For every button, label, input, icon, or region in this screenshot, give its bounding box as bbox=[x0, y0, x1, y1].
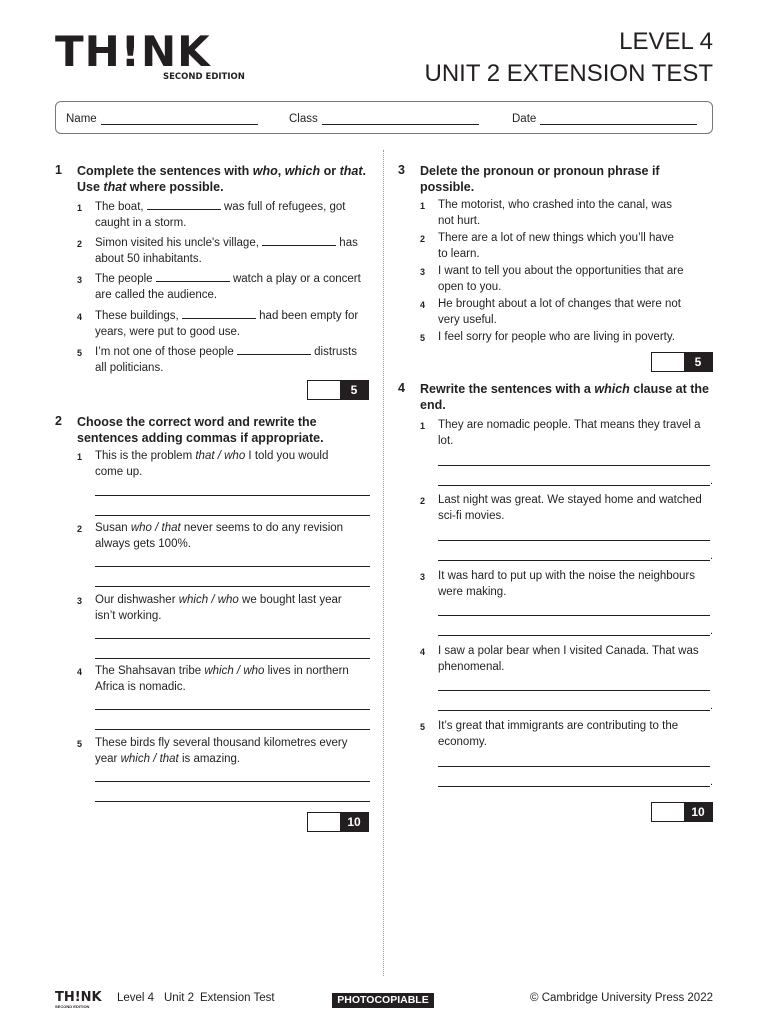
answer-line[interactable] bbox=[438, 615, 710, 616]
score-total: 5 bbox=[684, 353, 712, 371]
footer-logo-edition: SECOND EDITION bbox=[55, 1004, 90, 1009]
question-number: 4 bbox=[398, 381, 405, 395]
page-title bbox=[424, 26, 713, 90]
answer-line[interactable] bbox=[438, 485, 710, 486]
score-box[interactable] bbox=[307, 812, 369, 832]
answer-gap[interactable] bbox=[156, 271, 230, 282]
answer-line[interactable] bbox=[95, 709, 370, 710]
class-field[interactable] bbox=[289, 113, 479, 125]
answer-line[interactable] bbox=[438, 786, 710, 787]
photocopiable-badge: PHOTOCOPIABLE bbox=[332, 993, 434, 1008]
column-divider bbox=[383, 150, 384, 976]
footer-level: Level 4 bbox=[117, 992, 155, 1004]
question-number: 3 bbox=[398, 163, 405, 177]
footer-logo: TH!NK bbox=[55, 990, 102, 1005]
name-line[interactable] bbox=[101, 113, 258, 125]
answer-gap[interactable] bbox=[262, 235, 336, 246]
answer-line[interactable] bbox=[438, 690, 710, 691]
date-line[interactable] bbox=[540, 113, 697, 125]
score-total: 5 bbox=[340, 381, 368, 399]
name-label: Name bbox=[66, 113, 97, 125]
think-logo bbox=[55, 27, 245, 82]
answer-line[interactable] bbox=[438, 635, 710, 636]
logo-edition: SECOND EDITION bbox=[163, 72, 245, 82]
score-box[interactable] bbox=[651, 802, 713, 822]
question-instruction: Complete the sentences with who, which or that. Use that where possible. bbox=[77, 164, 366, 194]
answer-line[interactable] bbox=[438, 540, 710, 541]
score-total: 10 bbox=[684, 803, 712, 821]
answer-line[interactable] bbox=[95, 638, 370, 639]
answer-line[interactable] bbox=[95, 515, 370, 516]
answer-line[interactable] bbox=[95, 658, 370, 659]
footer-unit: Unit 2 bbox=[164, 992, 195, 1004]
score-total: 10 bbox=[340, 813, 368, 831]
question-instruction: Choose the correct word and rewrite the sentences adding commas if appropriate. bbox=[77, 415, 324, 445]
date-field[interactable] bbox=[512, 113, 697, 125]
score-box[interactable] bbox=[651, 352, 713, 372]
copyright: © Cambridge University Press 2022 bbox=[530, 992, 713, 1004]
score-box[interactable] bbox=[307, 380, 369, 400]
answer-gap[interactable] bbox=[182, 308, 256, 319]
answer-line[interactable] bbox=[95, 566, 370, 567]
answer-line[interactable] bbox=[438, 465, 710, 466]
answer-line[interactable] bbox=[438, 560, 710, 561]
question-number: 1 bbox=[55, 163, 62, 177]
answer-gap[interactable] bbox=[237, 344, 311, 355]
level-title: LEVEL 4 bbox=[619, 28, 713, 55]
answer-line[interactable] bbox=[95, 586, 370, 587]
class-label: Class bbox=[289, 113, 318, 125]
answer-gap[interactable] bbox=[147, 199, 221, 210]
class-line[interactable] bbox=[322, 113, 479, 125]
footer-test: Extension Test bbox=[200, 992, 275, 1004]
answer-line[interactable] bbox=[438, 766, 710, 767]
unit-title: UNIT 2 EXTENSION TEST bbox=[424, 60, 713, 87]
question-instruction: Delete the pronoun or pronoun phrase if possible. bbox=[420, 164, 660, 194]
student-info-box bbox=[55, 101, 713, 134]
logo-wordmark: TH!NK bbox=[55, 27, 211, 76]
question-instruction: Rewrite the sentences with a which clause at the end. bbox=[420, 382, 709, 412]
question-number: 2 bbox=[55, 414, 62, 428]
answer-line[interactable] bbox=[95, 801, 370, 802]
answer-line[interactable] bbox=[438, 710, 710, 711]
answer-line[interactable] bbox=[95, 729, 370, 730]
answer-line[interactable] bbox=[95, 781, 370, 782]
name-field[interactable] bbox=[66, 113, 258, 125]
answer-line[interactable] bbox=[95, 495, 370, 496]
date-label: Date bbox=[512, 113, 537, 125]
